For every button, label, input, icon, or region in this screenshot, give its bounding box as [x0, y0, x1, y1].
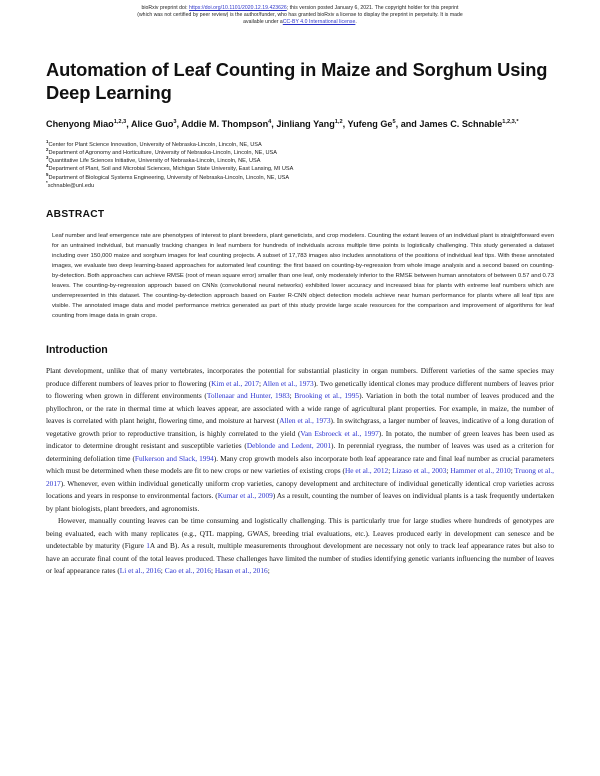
body-text: ). In potato, the number of green leaves has been used as indicator to determine drought resistant and susceptible varieties ( [46, 428, 554, 451]
affiliation-list [46, 138, 554, 190]
author-affiliation-marker: 5 [392, 118, 396, 125]
banner-available-under: available under a [243, 19, 283, 26]
author-affiliation-marker: 1,2 [334, 118, 343, 125]
body-text: ). In perennial ryegrass, the number of leaves was used as a criterion for determining defoliation time ( [46, 441, 554, 463]
paragraph [46, 515, 554, 578]
author-affiliation-marker: 1,2,3,* [502, 118, 519, 125]
introduction-heading: Introduction [46, 344, 108, 357]
citation-link[interactable]: Brooking et al., 1995 [294, 391, 360, 401]
citation-link[interactable]: Allen et al., 1973 [279, 416, 331, 426]
citation-link[interactable]: Allen et al., 1973 [262, 378, 314, 388]
page-title: Automation of Leaf Counting in Maize and Sorghum Using Deep Learning [46, 58, 548, 103]
author-affiliation-marker: 3 [173, 118, 177, 125]
citation-link[interactable]: Li et al., 2016 [119, 566, 161, 576]
citation-link[interactable]: Deblonde and Ledent, 2001 [246, 441, 332, 451]
abstract-heading: ABSTRACT [46, 209, 105, 221]
author-name: Yufeng Ge [347, 118, 393, 129]
body-text: ; [510, 466, 515, 476]
author-name: Alice Guo [130, 118, 174, 129]
citation-link[interactable]: Hasan et al., 2016 [214, 566, 268, 576]
body-text: ; [388, 466, 393, 476]
citation-link[interactable]: Lizaso et al., 2003 [392, 466, 447, 476]
citation-link[interactable]: Tollenaar and Hunter, 1983 [206, 391, 290, 401]
banner-line-2: (which was not certified by peer review) is the author/funder, who has granted bioRxiv a license to display the preprint in perpetuity. It is made [137, 12, 463, 19]
author-separator: , [271, 118, 277, 129]
affiliation-marker: * [46, 179, 48, 185]
affiliation-item [46, 165, 554, 173]
author-list [46, 118, 554, 131]
body-text: A and B). As a result, multiple measurements throughout development are necessary not only to track leaf appearance rates but also to have an accurate final count of the total leaves produced. These challenges have limited the number of studies identifying genetic variants influencing the number of leaves or leaf appearance rates ( [46, 541, 554, 576]
author-name: James C. Schnable [419, 118, 503, 129]
author-separator: , [342, 118, 348, 129]
author-name: Jinliang Yang [276, 118, 335, 129]
affiliation-item [46, 149, 554, 157]
author-separator: , [176, 118, 182, 129]
body-text: ; [259, 378, 263, 388]
body-text: ; [446, 466, 451, 476]
body-text: ; [289, 391, 295, 401]
banner-line-3 [86, 19, 514, 26]
affiliation-marker: 1 [46, 138, 49, 144]
affiliation-marker: 3 [46, 155, 49, 161]
author-name: Addie M. Thompson [181, 118, 269, 129]
affiliation-marker: 4 [46, 163, 49, 169]
affiliation-item [46, 157, 554, 165]
paragraph [46, 365, 554, 515]
biorxiv-banner [0, 0, 600, 27]
citation-link[interactable]: 1 [146, 541, 150, 551]
citation-link[interactable]: Van Esbroeck et al., 1997 [300, 428, 379, 438]
affiliation-item [46, 171, 554, 182]
body-text: However, manually counting leaves can be time consuming and logistically challenging. This is particularly true for large studies where hundreds of genotypes are being evaluated, each with many replicates (e.g., QTL mapping, GWAS, breeding trial evaluations, etc.). Leaves produced early in development can senesce and be undetectable by maturity (Figure [46, 516, 554, 551]
citation-link[interactable]: He et al., 2012 [344, 466, 389, 476]
body-text: ). Whenever, even within individual genetically uniform crop varieties, canopy development and architecture of individual genetically identical crop varieties across locations and years in response to environmental factors. ( [46, 478, 554, 501]
affiliation-text: Department of Agronomy and Horticulture, University of Nebraska-Lincoln, Lincoln, NE, USA [48, 150, 277, 157]
banner-line-3-end: . [355, 19, 357, 26]
affiliation-marker: 2 [46, 147, 49, 153]
citation-link[interactable]: Fulkerson and Slack, 1994 [134, 453, 214, 463]
affiliation-text: Quantitative Life Sciences Initiative, University of Nebraska-Lincoln, Lincoln, NE, USA [48, 158, 261, 165]
author-separator: , and [395, 118, 420, 129]
citation-link[interactable]: Kumar et al., 2009 [217, 491, 273, 501]
affiliation-item [46, 179, 554, 190]
body-text: ; [160, 566, 165, 576]
affiliation-text: Department of Biological Systems Engineering, University of Nebraska-Lincoln, Lincoln, NE, USA [48, 174, 290, 181]
doi-link[interactable]: https://doi.org/10.1101/2020.12.19.423626 [189, 5, 287, 11]
banner-copyright-text: ; this version posted January 6, 2021. The copyright holder for this preprint [286, 5, 459, 11]
citation-link[interactable]: Cao et al., 2016 [164, 566, 211, 576]
affiliation-marker: 5 [46, 171, 49, 177]
affiliation-item [46, 138, 554, 149]
body-text: Plant development, unlike that of many vertebrates, incorporates the potential for substantial plasticity in organ numbers. Different varieties of the same species may produce different numbers of leaves prior to flowering ( [46, 366, 554, 388]
abstract-body: Leaf number and leaf emergence rate are phenotypes of interest to plant breeders, plant geneticists, and crop modelers. Counting the extant leaves of an individual plant is straightforward even for an untrained individual, but manually tracking changes in leaf numbers for hundreds of individuals across multiple time points is logistically challenging. This study generated a dataset including over 150,000 maize and sorghum images for leaf counting projects. A subset of 17,783 images also includes annotations of the positions of individual leaf tips. With these annotated images, we evaluate two deep learning-based approaches for automated leaf counting: the first based on counting-by-regression from whole image analysis and a second based on counting-by-detection. Both approaches can achieve RMSE (root of mean square error) smaller than one leaf, only moderately inferior to the RMSE between human annotators of between 0.57 and 0.73 leaves. The counting-by-regression approach based on CNNs (convolutional neural networks) exhibited lower accuracy and increased bias for plants with extreme leaf numbers which are underrepresented in this dataset. The counting-by-detection approach based on Faster R-CNN object detection models achieve near human performance for plants where all leaf tips are visible. The annotated image data and model performance metrics generated as part of this study provide large scale resources for the comparison and improvement of algorithms for leaf counting from image data in grain crops. [52, 233, 554, 320]
citation-link[interactable]: Truong et al., 2017 [46, 466, 554, 488]
author-affiliation-marker: 1,2,3 [113, 118, 127, 125]
affiliation-text: schnable@unl.edu [47, 182, 95, 189]
banner-line-1 [86, 5, 514, 12]
body-text: ; [267, 566, 270, 576]
affiliation-text: Center for Plant Science Innovation, University of Nebraska-Lincoln, Lincoln, NE, USA [48, 141, 262, 148]
citation-link[interactable]: Kim et al., 2017 [211, 378, 260, 388]
body-text: ). Many crop growth models also incorporate both leaf appearance rate and final leaf number as crucial parameters which must be determined when these models are fit to new crops or new varieties of existing crops ( [46, 453, 555, 476]
body-text: ). In switchgrass, a larger number of leaves, indicative of a long duration of vegetative growth prior to reproductive transition, is highly correlated to the yield ( [46, 416, 554, 438]
author-affiliation-marker: 4 [268, 118, 272, 125]
author-separator: , [126, 118, 131, 129]
license-link[interactable]: CC-BY 4.0 International license [282, 19, 356, 26]
introduction-body [46, 365, 554, 578]
body-text: ). Variation in both the total number of leaves produced and the phyllochron, or the rate in thermal time at which leaves appear, are associated with a wide range of agricultural plant properties. For example, in maize, the number of leaves is correlated with plant height, flowering time, and moisture at harvest ( [46, 391, 554, 426]
body-text: ; [210, 566, 215, 576]
body-text: ) As a result, counting the number of leaves on individual plants is a task frequently undertaken by plant biologists, plant breeders, and agronomists. [46, 491, 554, 513]
body-text: ). Two genetically identical clones may produce different numbers of leaves prior to flowering when grown in different environments ( [46, 378, 554, 401]
affiliation-text: Department of Plant, Soil and Microbial Sciences, Michigan State University, East Lansing, MI USA [48, 166, 294, 173]
citation-link[interactable]: Hammer et al., 2010 [450, 466, 511, 476]
author-name: Chenyong Miao [46, 118, 114, 129]
banner-doi-prefix: bioRxiv preprint doi: [141, 5, 190, 11]
